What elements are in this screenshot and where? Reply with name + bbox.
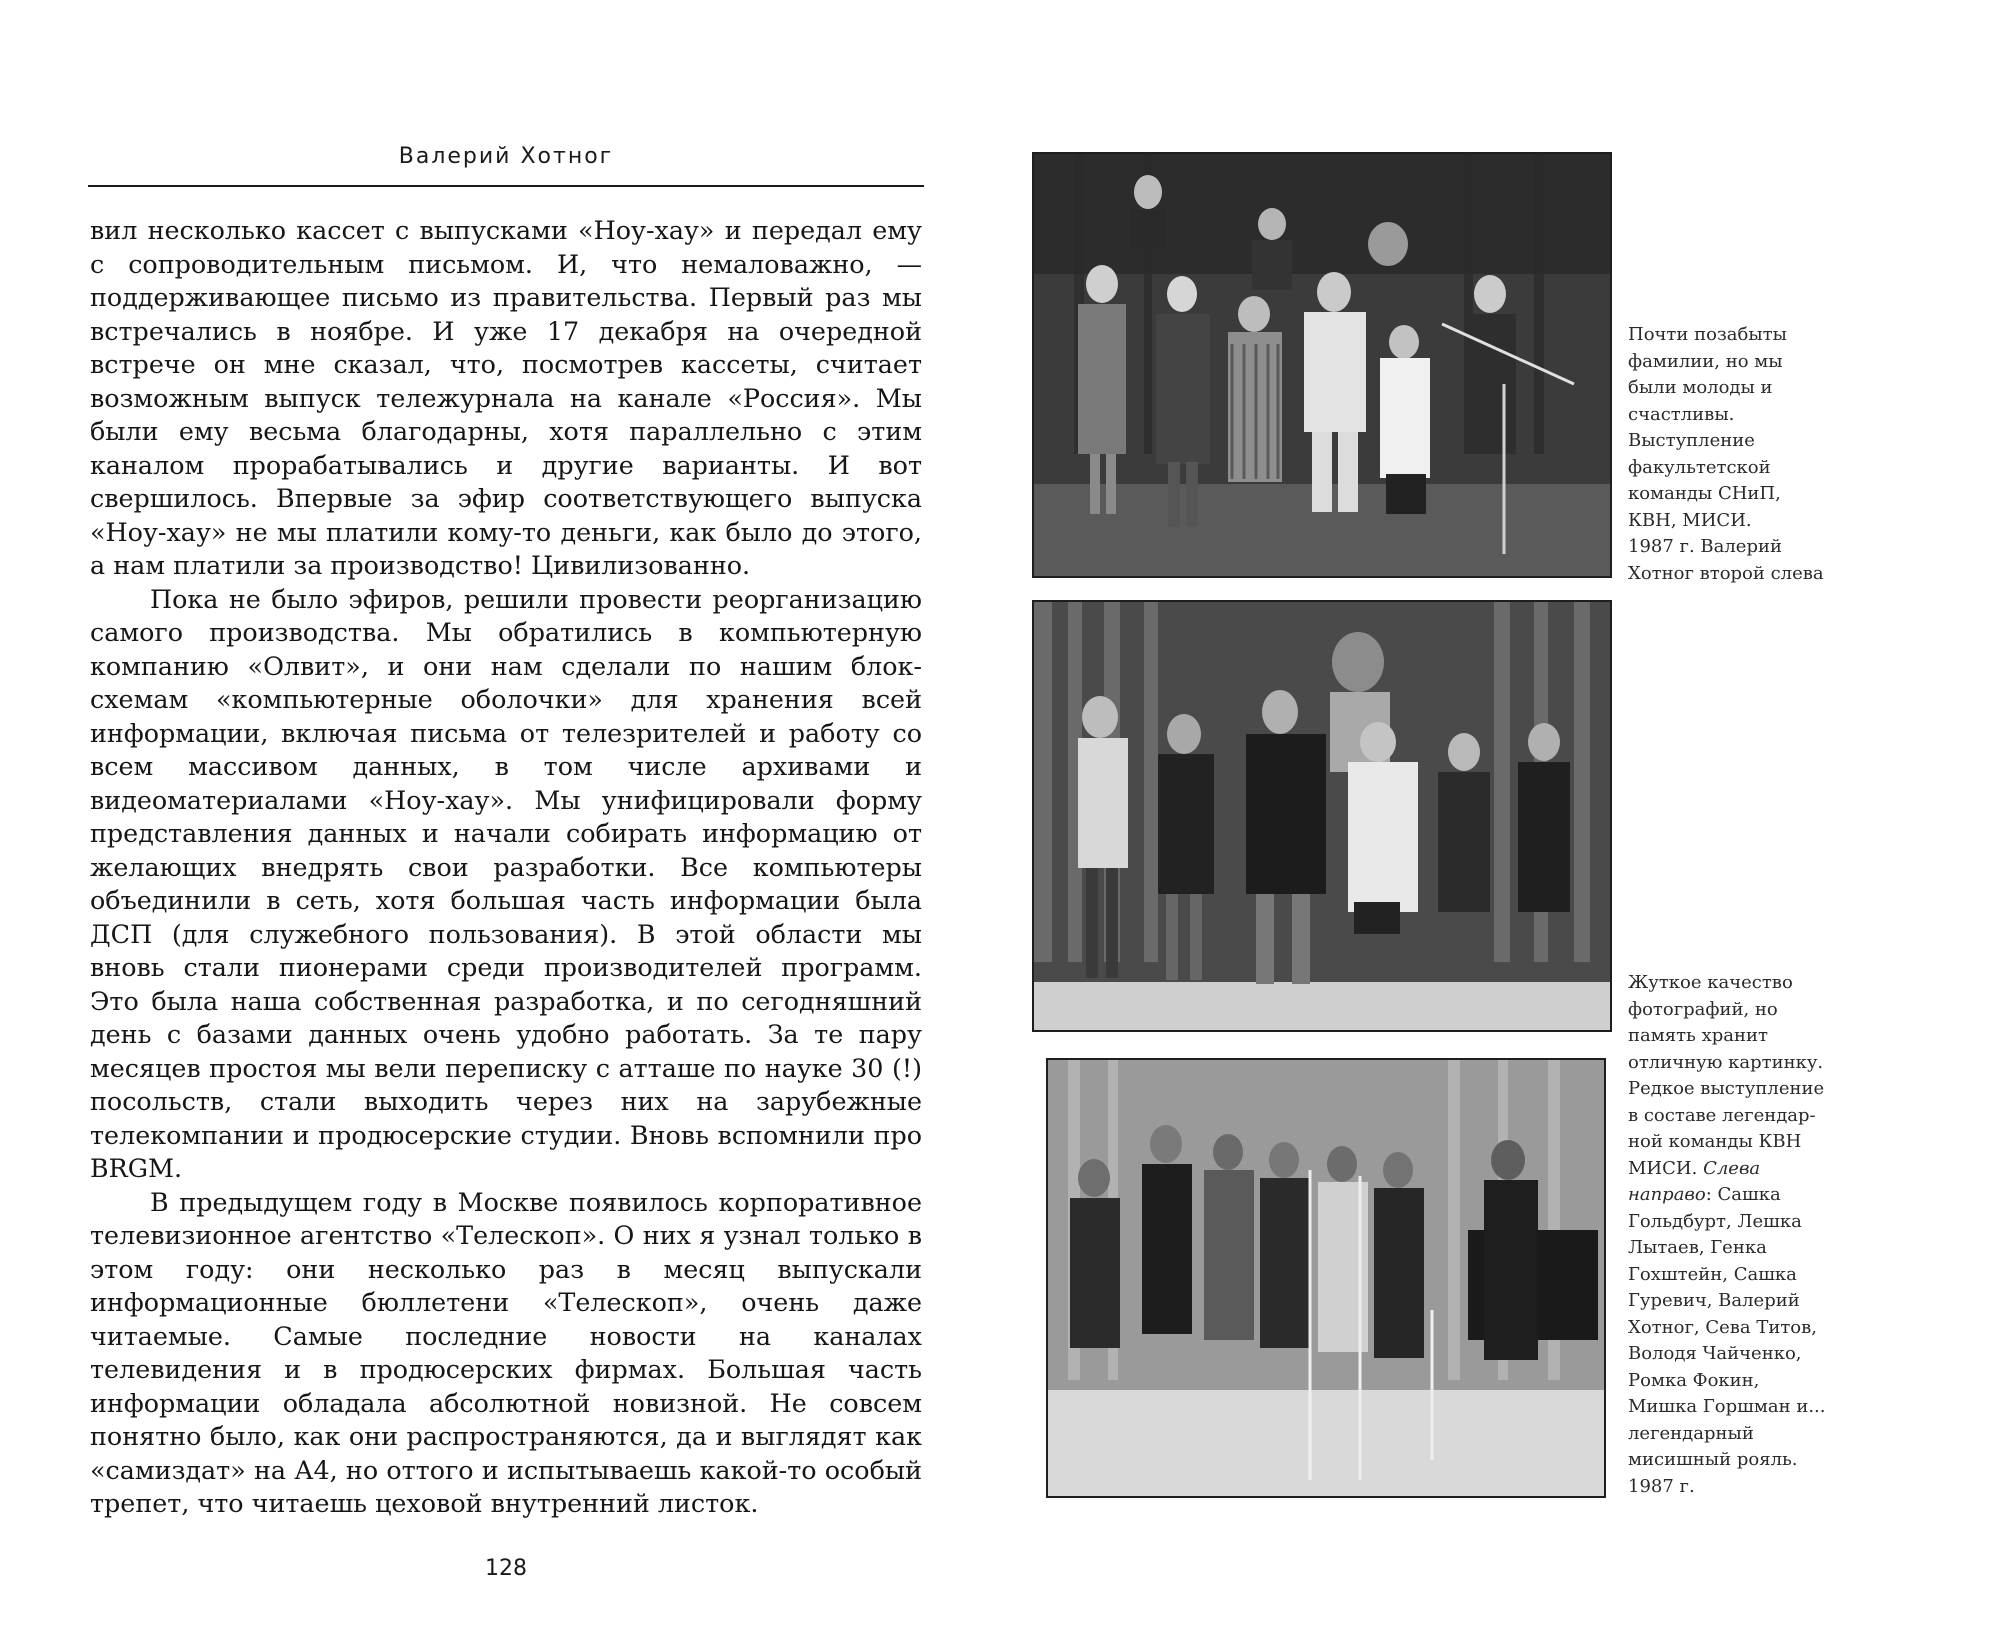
caption-line: Выступление: [1628, 430, 1755, 451]
caption-line: мисишный рояль.: [1628, 1449, 1798, 1470]
caption-line: были молоды и: [1628, 377, 1773, 398]
caption-line: команды СНиП,: [1628, 483, 1781, 504]
caption-line: Гохштейн, Сашка: [1628, 1263, 1797, 1285]
caption-line: 1987 г.: [1628, 1475, 1695, 1497]
running-head: Валерий Хотног: [398, 144, 614, 169]
caption-line: Редкое выступление: [1628, 1078, 1825, 1099]
photo-kvn-performance-1: [1032, 600, 1612, 1032]
caption-text: МИСИ.: [1628, 1157, 1698, 1179]
caption-line: [1628, 1156, 1858, 1183]
caption-line: Володя Чайченко,: [1628, 1343, 1802, 1364]
caption-line: Хотног второй слева: [1628, 562, 1824, 584]
photo-kvn-performance-2-image: [1048, 1060, 1604, 1496]
page-number: 128: [485, 1556, 527, 1581]
caption-line: отличную картинку.: [1628, 1051, 1824, 1073]
caption-line: фамилии, но мы: [1628, 350, 1783, 372]
caption-line: в составе легендар-: [1628, 1104, 1816, 1126]
caption-line: Лытаев, Генка: [1628, 1237, 1767, 1258]
caption-line: Почти позабыты: [1628, 324, 1787, 345]
caption-line: КВН, МИСИ.: [1628, 509, 1752, 531]
caption-line: Хотног, Сева Титов,: [1628, 1316, 1817, 1338]
photo-kvn-team-image: [1034, 154, 1610, 576]
photo-kvn-performance-2: [1046, 1058, 1606, 1498]
caption-line: Жуткое качество: [1628, 972, 1793, 993]
caption-line: Мишка Горшман и...: [1628, 1396, 1826, 1417]
caption-line: [1628, 1182, 1858, 1209]
caption-line: Ромка Фокин,: [1628, 1369, 1760, 1391]
caption-line: Гуревич, Валерий: [1628, 1290, 1800, 1311]
caption-line: фотографий, но: [1628, 998, 1778, 1020]
photo-kvn-performance-1-image: [1034, 602, 1610, 1030]
photo-1-caption: [1628, 322, 1858, 587]
photo-2-3-caption: [1628, 970, 1858, 1500]
caption-line: 1987 г. Валерий: [1628, 536, 1782, 557]
body-text: [90, 214, 922, 1521]
caption-line: Гольдбурт, Лешка: [1628, 1210, 1802, 1232]
caption-italic: направо: [1628, 1184, 1706, 1205]
paragraph-3: В предыдущем году в Москве появилось корпоративное телевизионное агентство «Телескоп». О них я узнал только в этом году: они несколько раз в месяц выпускали информационные бюллетени «Телескоп», очень даже читаемые. Самые последние новости на каналах телевидения и в продюсерских фирмах. Большая часть информации обладала абсолютной новизной. Не совсем понятно было, как они распространяются, да и выглядят как «самиздат» на А4, но оттого и испытываешь какой-то особый трепет, что читаешь цеховой внутренний листок.: [90, 1186, 922, 1518]
paragraph-2: Пока не было эфиров, решили провести реорганизацию самого производства. Мы обратились в компьютерную компанию «Олвит», и они нам сделали по нашим блок-схемам «компьютерные оболочки» для хранения всей информации, включая письма от телезрителей и работу со всем массивом данных, в том числе архивами и видеоматериалами «Ноу-хау». Мы унифицировали форму представления данных и начали собирать информацию от желающих внедрять свои разработки. Все компьютеры объединили в сеть, хотя большая часть информации была ДСП (для служебного пользования). В этой области мы вновь стали пионерами среди производителей программ. Это была наша собственная разработка, и по сегодняшний день с базами данных очень удобно работать. За те пару месяцев простоя мы вели переписку с атташе по науке 30 (!) посольств, стали выходить через них на зарубежные телекомпании и продюсерские студии. Вновь вспомнили про BRGM.: [90, 583, 922, 1183]
caption-line: память хранит: [1628, 1025, 1768, 1046]
caption-line: счастливы.: [1628, 403, 1735, 425]
paragraph-1: вил несколько кассет с выпусками «Ноу-хау» и передал ему с сопроводительным письмом. И, что немаловажно, — поддерживающее письмо из правительства. Первый раз мы встречались в ноябре. И уже 17 декабря на очередной встрече он мне сказал, что, посмотрев кассеты, считает возможным выпуск тележурнала на канале «Россия». Мы были ему весьма благодарны, хотя параллельно с этим каналом прорабатывались и другие варианты. И вот свершилось. Впервые за эфир соответствующего выпуска «Ноу-хау» не мы платили кому-то деньги, как было до этого, а нам платили за производство! Цивилизованно.: [90, 215, 922, 580]
caption-line: легендарный: [1628, 1422, 1754, 1444]
caption-line: факультетской: [1628, 456, 1771, 478]
caption-line: ной команды КВН: [1628, 1131, 1802, 1152]
caption-italic: Слева: [1703, 1157, 1761, 1179]
photo-kvn-team-1987: [1032, 152, 1612, 578]
caption-text: : Сашка: [1705, 1184, 1781, 1205]
header-rule: [88, 185, 924, 187]
